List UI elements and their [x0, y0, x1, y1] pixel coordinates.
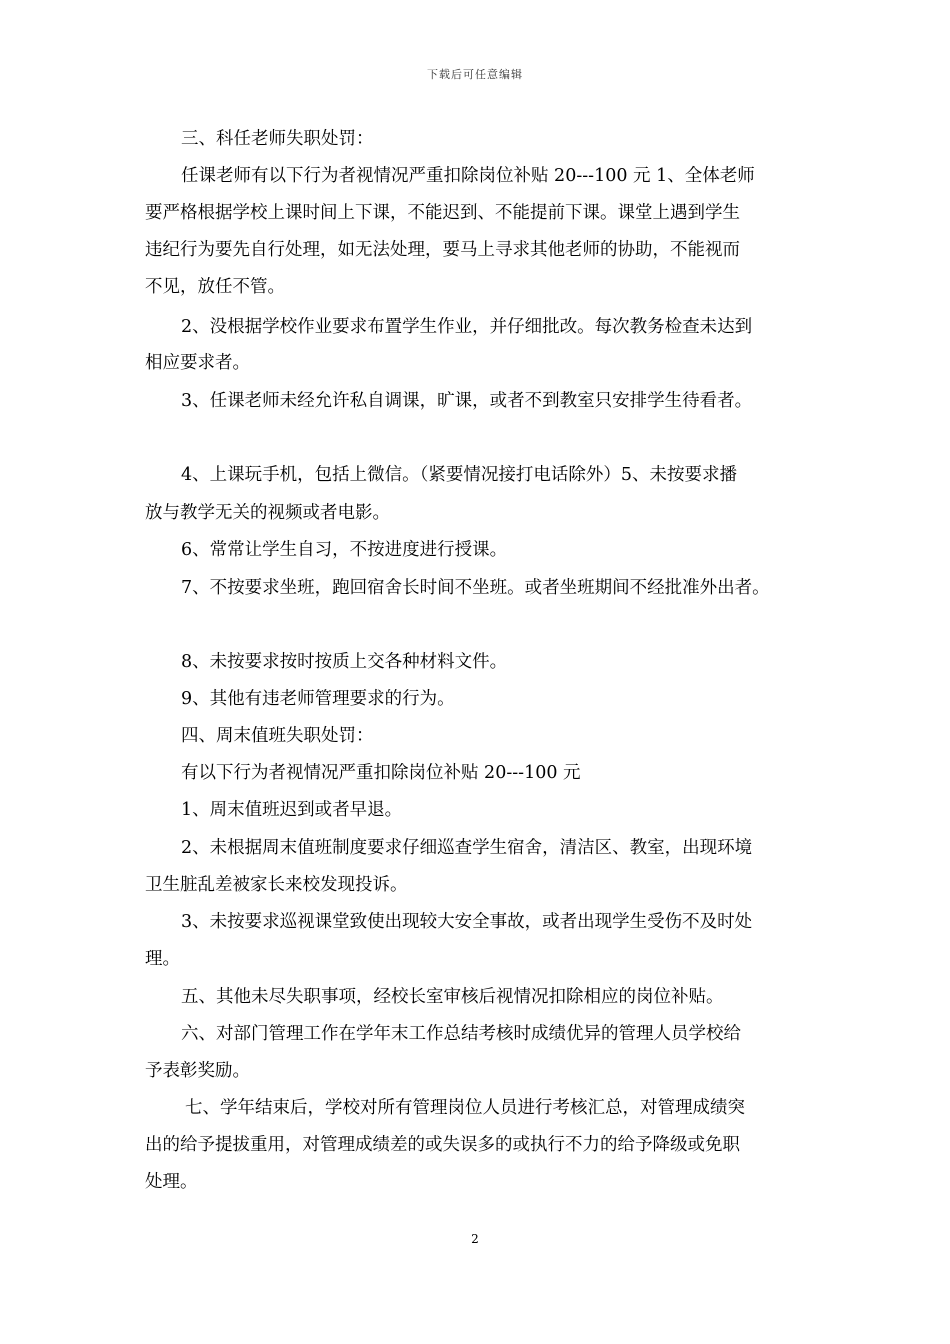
section-7-paragraph: 七、学年结束后，学校对所有管理岗位人员进行考核汇总，对管理成绩突 — [185, 1098, 745, 1118]
paragraph-line: 要严格根据学校上课时间上下课，不能迟到、不能提前下课。课堂上遇到学生 — [145, 203, 740, 223]
paragraph-line: 7、不按要求坐班，跑回宿舍长时间不坐班。或者坐班期间不经批准外出者。 — [181, 578, 770, 598]
section-3-heading: 三、科任老师失职处罚： — [181, 129, 374, 149]
section-4-heading: 四、周末值班失职处罚： — [181, 726, 374, 746]
paragraph-line: 理。 — [145, 949, 180, 969]
paragraph-line: 违纪行为要先自行处理，如无法处理，要马上寻求其他老师的协助，不能视而 — [145, 240, 740, 260]
paragraph-line: 不见，放任不管。 — [145, 277, 285, 297]
paragraph-line: 8、未按要求按时按质上交各种材料文件。 — [181, 652, 508, 672]
paragraph-line: 放与教学无关的视频或者电影。 — [145, 503, 390, 523]
paragraph-line: 有以下行为者视情况严重扣除岗位补贴 20---100 元 — [181, 763, 581, 783]
paragraph-line: 3、任课老师未经允许私自调课，旷课，或者不到教室只安排学生待看者。 — [181, 391, 753, 411]
paragraph-line: 出的给予提拔重用，对管理成绩差的或失误多的或执行不力的给予降级或免职 — [145, 1135, 740, 1155]
paragraph-line: 3、未按要求巡视课堂致使出现较大安全事故，或者出现学生受伤不及时处 — [181, 912, 753, 932]
paragraph-line: 9、其他有违老师管理要求的行为。 — [181, 689, 455, 709]
paragraph-line: 2、未根据周末值班制度要求仔细巡查学生宿舍，清洁区、教室，出现环境 — [181, 838, 753, 858]
paragraph-line: 处理。 — [145, 1172, 198, 1192]
paragraph-line: 4、上课玩手机，包括上微信。（紧要情况接打电话除外）5、未按要求播 — [181, 465, 738, 485]
paragraph-line: 1、周末值班迟到或者早退。 — [181, 800, 403, 820]
section-6-paragraph: 六、对部门管理工作在学年末工作总结考核时成绩优异的管理人员学校给 — [181, 1024, 741, 1044]
paragraph-line: 卫生脏乱差被家长来校发现投诉。 — [145, 875, 408, 895]
page-number: 2 — [471, 1232, 479, 1246]
paragraph-line: 任课老师有以下行为者视情况严重扣除岗位补贴 20---100 元 1、全体老师 — [181, 166, 755, 186]
paragraph-line: 相应要求者。 — [145, 353, 250, 373]
section-5-paragraph: 五、其他未尽失职事项，经校长室审核后视情况扣除相应的岗位补贴。 — [181, 987, 724, 1007]
paragraph-line: 2、没根据学校作业要求布置学生作业，并仔细批改。每次教务检查未达到 — [181, 317, 753, 337]
paragraph-line: 予表彰奖励。 — [145, 1061, 250, 1081]
paragraph-line: 6、常常让学生自习，不按进度进行授课。 — [181, 540, 508, 560]
page-header-note: 下载后可任意编辑 — [427, 68, 523, 81]
